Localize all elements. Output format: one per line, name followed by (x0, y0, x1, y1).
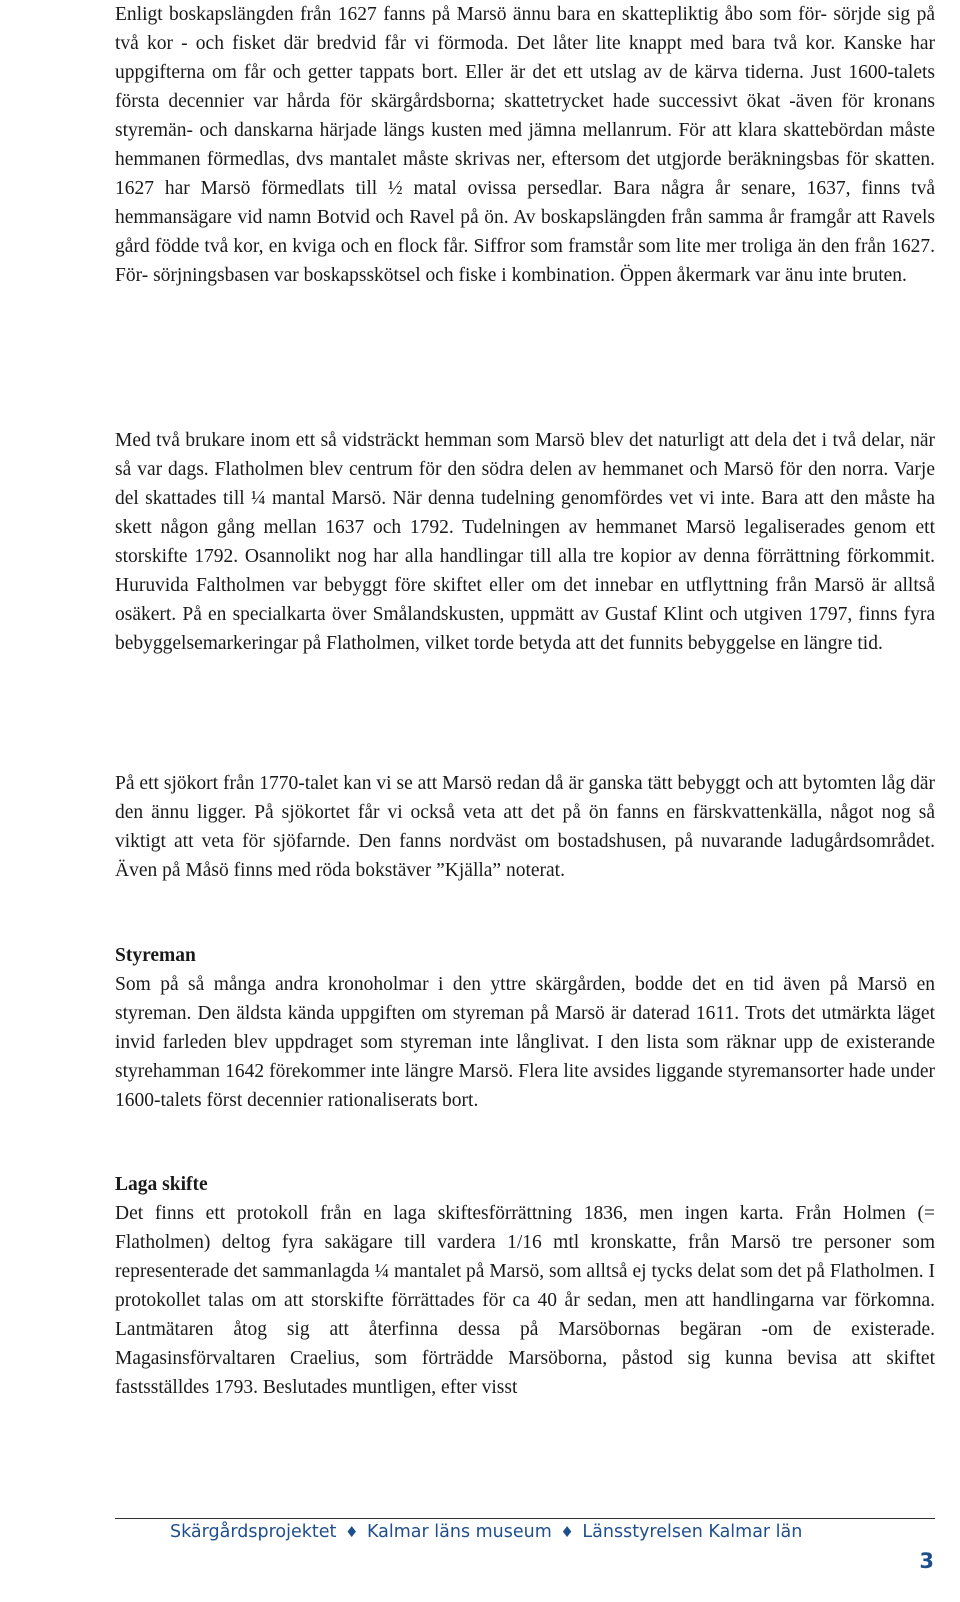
footer-divider (115, 1518, 935, 1519)
paragraph-styreman: Som på så många andra kronoholmar i den yttre skärgården, bodde det en tid även på Marsö en styreman. Den äldsta kända uppgiften om styreman på Marsö är daterad 1611. Trots det utmärkta läget invid farleden blev uppdraget som styreman inte långlivat. I den lista som räknar upp de existerande styrehamman 1642 förekommer inte längre Marsö. Flera lite avsides liggande styremansorter hade under 1600-talets först decennier rationaliserats bort. (115, 974, 935, 1111)
diamond-separator-icon: ♦ (560, 1523, 574, 1541)
paragraph-boskapslangd: Enligt boskapslängden från 1627 fanns på Marsö ännu bara en skattepliktig åbo som för- sörjde sig på två kor - och fisket där bredvid får vi förmoda. Det låter lite knappt med bara två kor. Kanske har uppgifterna om får och getter tappats bort. Eller är det ett utslag av de kärva tiderna. Just 1600-talets första decennier var hårda för skärgårdsborna; skattetrycket hade successivt ökat -även för kronans styremän- och danskarna härjade längs kusten med jämna mellanrum. För att klara skattebördan måste hemmanen förmedlas, dvs mantalet måste skrivas ner, eftersom det utgjorde beräkningsbas för skatten. 1627 har Marsö förmedlats till ½ matal ovissa persedlar. Bara några år senare, 1637, finns två hemmansägare vid namn Botvid och Ravel på ön. Av boskapslängden från samma år framgår att Ravels gård födde två kor, en kviga och en flock får. Siffror som framstår som lite mer troliga än den från 1627. För- sörjningsbasen var boskapsskötsel och fiske i kombination. Öppen åkermark var änu inte bruten. (115, 4, 935, 286)
page-number: 3 (919, 1549, 934, 1573)
footer-project-name: Skärgårdsprojektet (170, 1522, 337, 1542)
paragraph-laga-skifte: Det finns ett protokoll från en laga skiftesförrättning 1836, men ingen karta. Från Holmen (= Flatholmen) deltog fyra sakägare till vardera 1/16 mtl kronskatte, från Marsö tre personer som representerade det sammanlagda ¼ mantalet på Marsö, som alltså ej tycks delat som det på Flatholmen. I protokollet talas om att storskifte förrättades för ca 40 år sedan, men att handlingarna var förkomna. Lantmätaren åtog sig att återfinna dessa på Marsöbornas begäran -om de existerade. Magasinsförvaltaren Craelius, som förträdde Marsöborna, påstod sig kunna bevisa att skiftet fastsställdes 1793. Beslutades muntligen, efter visst (115, 1203, 935, 1398)
paragraph-sjokort: På ett sjökort från 1770-talet kan vi se att Marsö redan då är ganska tätt bebyggt och att bytomten låg där den ännu ligger. På sjökortet får vi också veta att det på ön fanns en färskvattenkälla, något nog så viktigt att veta för sjöfarnde. Den fanns nordväst om bostadshusen, på nuvarande ladugårdsområdet. Även på Måsö finns med röda bokstäver ”Kjälla” noterat. (115, 773, 935, 881)
section-heading-styreman: Styreman (115, 945, 196, 966)
paragraph-tudelning: Med två brukare inom ett så vidsträckt hemman som Marsö blev det naturligt att dela det i två delar, när så var dags. Flatholmen blev centrum för den södra delen av hemmanet och Marsö för den norra. Varje del skattades till ¼ mantal Marsö. När denna tudelning genomfördes vet vi inte. Bara att den måste ha skett någon gång mellan 1637 och 1792. Tudelningen av hemmanet Marsö legaliserades genom ett storskifte 1792. Osannolikt nog har alla handlingar till alla tre kopior av denna förrättning förkommit. Huruvida Faltholmen var bebyggt före skiftet eller om det innebar en utflyttning från Marsö är alltså osäkert. På en specialkarta över Smålandskusten, uppmätt av Gustaf Klint och utgiven 1797, finns fyra bebyggelsemarkeringar på Flatholmen, vilket torde betyda att det funnits bebyggelse en längre tid. (115, 430, 935, 654)
footer-museum-name: Kalmar läns museum (366, 1522, 552, 1542)
page-footer (170, 1521, 802, 1543)
diamond-separator-icon: ♦ (344, 1523, 359, 1541)
footer-authority-name: Länsstyrelsen Kalmar län (582, 1522, 803, 1542)
section-heading-laga-skifte: Laga skifte (115, 1174, 208, 1195)
